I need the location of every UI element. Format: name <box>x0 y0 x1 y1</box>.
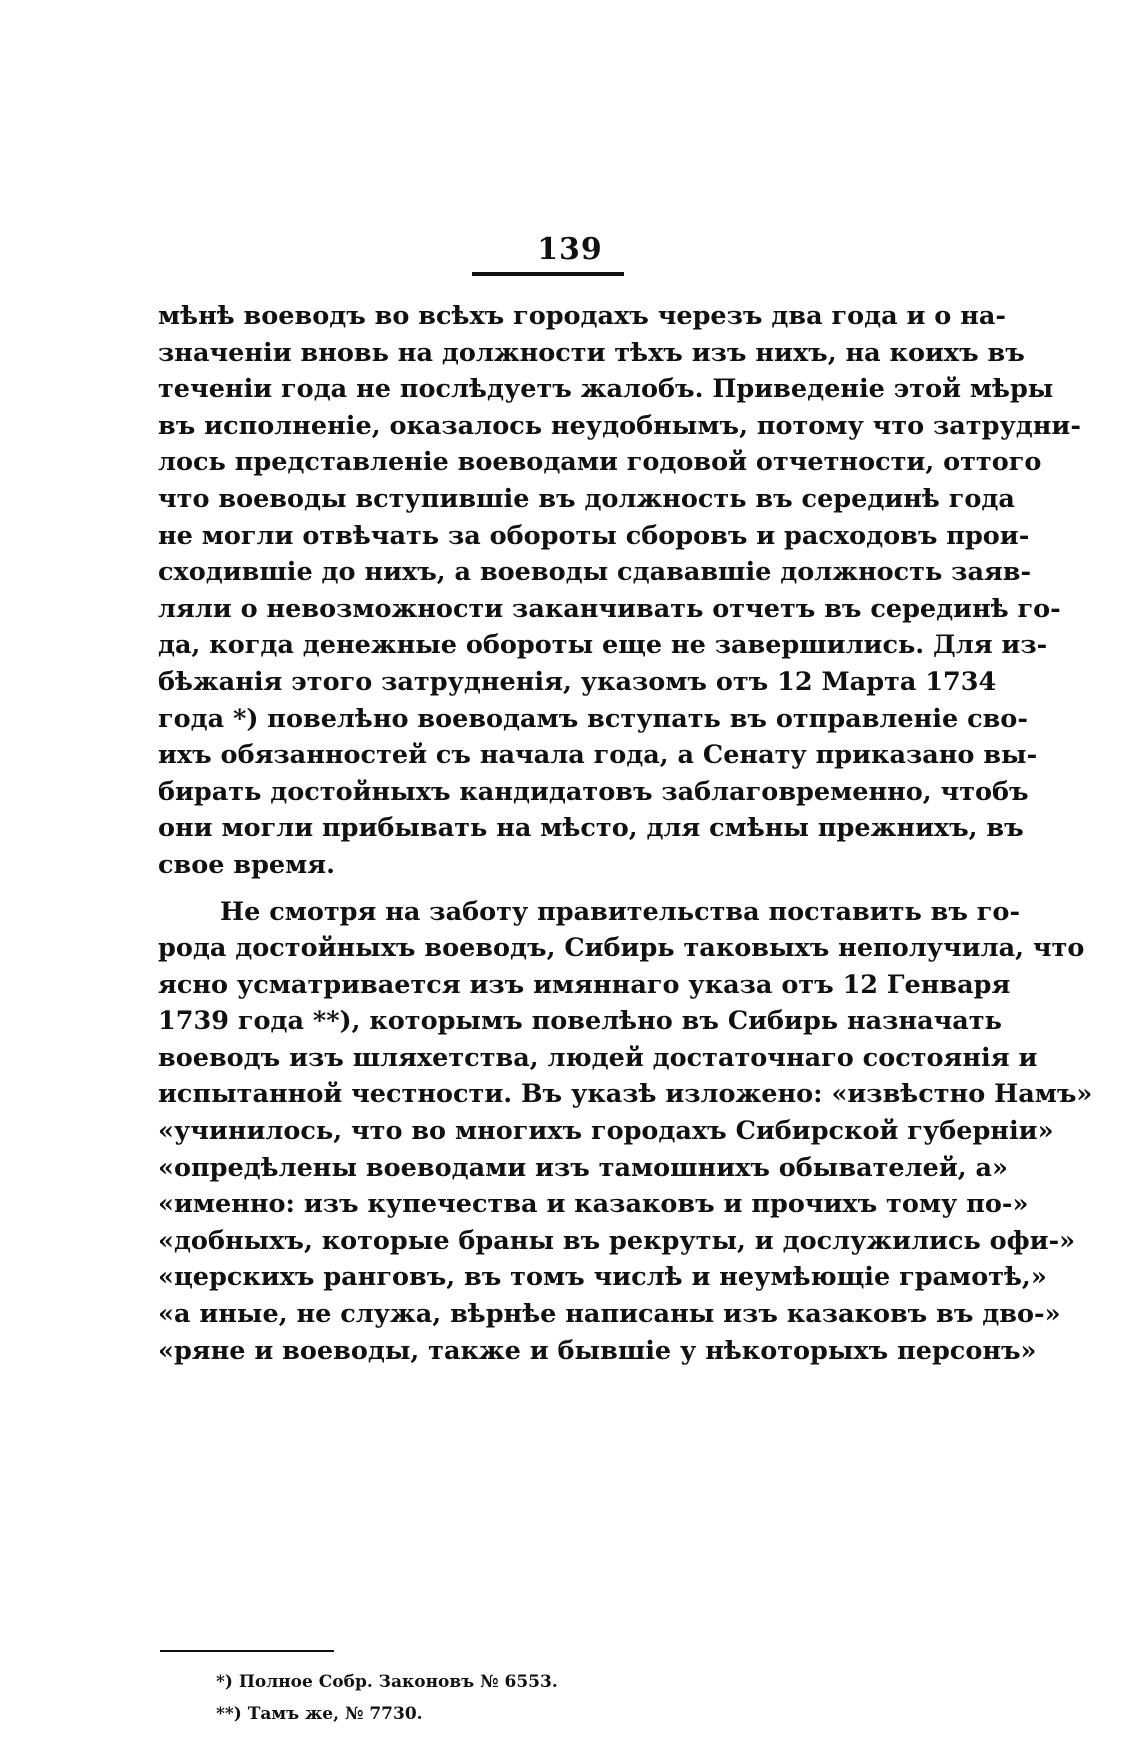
text-line: «а иные, не служа, вѣрнѣе написаны изъ казаковъ въ дво-» <box>158 1299 1061 1330</box>
text-line: ихъ обязанностей съ начала года, а Сенату приказано вы- <box>158 740 1038 771</box>
text-line: не могли отвѣчать за обороты сборовъ и расходовъ прои- <box>158 520 1030 551</box>
text-line: «опредѣлены воеводами изъ тамошнихъ обывателей, а» <box>158 1152 1008 1183</box>
text-line: да, когда денежные обороты еще не завершились. Для из- <box>158 630 1048 661</box>
text-line: ясно усматривается изъ имяннаго указа отъ 12 Генваря <box>158 969 1011 1000</box>
text-line: года *) повелѣно воеводамъ вступать въ отправленіе сво- <box>158 703 1028 734</box>
text-line: ляли о невозможности заканчивать отчетъ въ серединѣ го- <box>158 593 1061 624</box>
page-number: 139 <box>537 232 603 267</box>
header-rule <box>472 272 624 276</box>
text-line: воеводъ изъ шляхетства, людей достаточнаго состоянія и <box>158 1042 1038 1073</box>
text-line: что воеводы вступившіе въ должность въ серединѣ года <box>158 483 1015 514</box>
footnotes <box>216 1666 558 1730</box>
text-line: теченіи года не послѣдуетъ жалобъ. Приведеніе этой мѣры <box>158 374 1054 405</box>
text-line: значеніи вновь на должности тѣхъ изъ нихъ, на коихъ въ <box>158 337 1025 368</box>
footnote: *) Полное Собр. Законовъ № 6553. <box>216 1672 558 1692</box>
text-line: лось представленіе воеводами годовой отчетности, оттого <box>158 447 1042 478</box>
text-line: 1739 года **), которымъ повелѣно въ Сибирь назначать <box>158 1006 1002 1037</box>
text-line: рода достойныхъ воеводъ, Сибирь таковыхъ неполучила, что <box>158 933 1085 964</box>
text-line: мѣнѣ воеводъ во всѣхъ городахъ черезъ два года и о на- <box>158 301 1006 331</box>
text-line: свое время. <box>158 849 335 880</box>
paragraph-2 <box>158 894 1093 1370</box>
text-line: «учинилось, что во многихъ городахъ Сибирской губерніи» <box>158 1116 1054 1147</box>
paragraph-1 <box>158 298 1081 884</box>
text-line: Не смотря на заботу правительства поставить въ го- <box>220 896 1021 927</box>
text-line: «ряне и воеводы, также и бывшіе у нѣкоторыхъ персонъ» <box>158 1335 1037 1366</box>
body-text <box>158 298 1093 1369</box>
text-line: «церскихъ ранговъ, въ томъ числѣ и неумѣющіе грамотѣ,» <box>158 1262 1047 1293</box>
text-line: бирать достойныхъ кандидатовъ заблаговременно, чтобъ <box>158 776 1029 807</box>
text-line: «именно: изъ купечества и казаковъ и прочихъ тому по-» <box>158 1189 1029 1220</box>
text-line: «добныхъ, которые браны въ рекруты, и дослужились офи-» <box>158 1225 1076 1256</box>
footnote-rule <box>160 1650 334 1652</box>
footnote: **) Тамъ же, № 7730. <box>216 1704 423 1724</box>
text-line: сходившіе до нихъ, а воеводы сдававшіе должность заяв- <box>158 557 1032 588</box>
text-line: бѣжанія этого затрудненія, указомъ отъ 12 Марта 1734 <box>158 666 997 697</box>
text-line: испытанной честности. Въ указѣ изложено: «извѣстно Намъ» <box>158 1079 1093 1110</box>
text-line: они могли прибывать на мѣсто, для смѣны прежнихъ, въ <box>158 813 1024 844</box>
text-line: въ исполненіе, оказалось неудобнымъ, потому что затрудни- <box>158 410 1081 441</box>
